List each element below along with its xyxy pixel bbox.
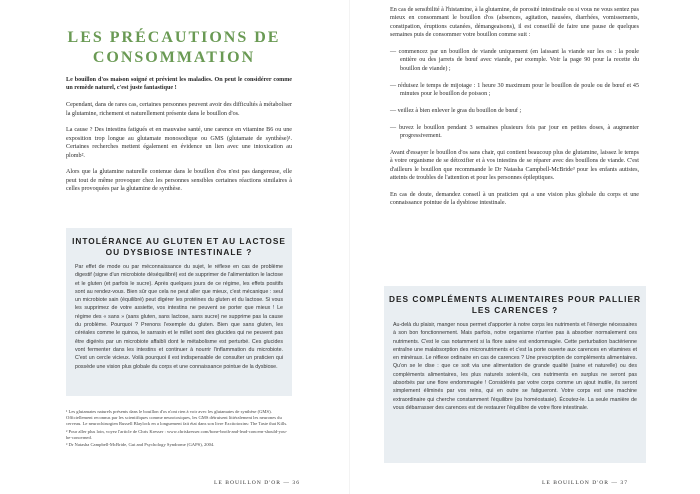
list-item: — commencez par un bouillon de viande uniquement (en laissant la viande sur les os : la poule entière ou des jarrets de bœuf avec viande, par exemple. Voir la page 90 pour la recette du bouillon de viande) ; — [390, 49, 639, 72]
sidebar-box-title: INTOLÉRANCE AU GLUTEN ET AU LACTOSE OU DYSBIOSE INTESTINALE ? — [72, 236, 286, 257]
paragraph: Cependant, dans de rares cas, certaines personnes peuvent avoir des difficultés à métaboliser la glutamine, richement et naturellement présente dans le bouillon d'os. — [66, 102, 292, 117]
footnote: ¹ Les glutamates naturels présents dans le bouillon d'os n'ont rien à voir avec les glutamates de synthèse (GMS). Officiellement reconnus par les scientifiques comme neurotoxiques, les GMS détruisent littéralement les neurones du cerveau. Le neurochirurgien Russell Blaylock en a longuement fait état dans son livre Excitotoxins: The Taste that Kills. — [66, 409, 288, 427]
right-body-text — [390, 6, 639, 216]
paragraph: En cas de doute, demandez conseil à un praticien qui a une vision plus globale du corps et une connaissance pointue de la dysbiose intestinale. — [390, 191, 639, 207]
paragraph: Alors que la glutamine naturelle contenue dans le bouillon d'os n'est pas dangereuse, elle peut tout de même provoquer chez les personnes sensibles certaines réactions similaires à celles provoquées par la glutamine de synthèse. — [66, 169, 292, 193]
footnote: ³ Dr Natasha Campbell-McBride, Gut and Psychology Syndrome (GAPS), 2004. — [66, 442, 215, 448]
sidebar-box-title: DES COMPLÉMENTS ALIMENTAIRES POUR PALLIER LES CARENCES ? — [389, 294, 641, 315]
sidebar-box-supplements — [384, 286, 646, 463]
lead-paragraph: Le bouillon d'os maison soigné et prévient les maladies. On peut le considérer comme un remède naturel, c'est juste fantastique ! — [66, 77, 292, 92]
paragraph: En cas de sensibilité à l'histamine, à la glutamine, de porosité intestinale ou si vous ne vous sentez pas mieux en consommant le bouillon d'os (absences, agitation, nausées, diarrhées, vomissements, constipation, éruptions cutanées, démangeaisons), il est conseillé de faire une pause de quelques semaines puis de consommer votre bouillon comme suit : — [390, 7, 639, 39]
paragraph: La cause ? Des intestins fatigués et en mauvaise santé, une carence en vitamine B6 ou une exposition trop longue au glutamate monosodique ou GMS (glutamate de synthèse)¹. Certaines recherches mettent également en évidence un lien avec une intoxication au plomb². — [66, 127, 292, 159]
sidebar-box-gluten — [66, 228, 292, 396]
page-folio: LE BOUILLON D'OR — 36 — [214, 480, 301, 486]
footnote: ² Pour aller plus loin, voyez l'article de Chris Kresser : www.chriskresser.com/bone-broth-and-lead-concern-should-you-be-concerned. — [66, 428, 288, 440]
chapter-title-line1: LES PRÉCAUTIONS DE — [67, 29, 281, 46]
paragraph: Avant d'essayer le bouillon d'os sans chair, qui contient beaucoup plus de glutamine, laissez le temps à votre organisme de se détoxifier et à vos intestins de se réparer avec des bouillons de viande. C'est d'ailleurs le bouillon que recommande le Dr Natasha Campbell-McBride³ pour les enfants autistes, atteints de troubles de l'attention et pour les personnes épileptiques. — [390, 149, 639, 182]
left-body-text — [66, 76, 292, 202]
right-page — [350, 0, 700, 494]
chapter-title — [64, 28, 284, 68]
page-folio: LE BOUILLON D'OR — 37 — [542, 480, 629, 486]
list-item: — réduisez le temps de mijotage : 1 heure 30 maximum pour le bouillon de poule ou de bœuf et 45 minutes pour le bouillon de poisson ; — [390, 82, 639, 98]
footnotes — [66, 409, 292, 449]
sidebar-box-body: Au-delà du plaisir, manger nous permet d'apporter à notre corps les nutriments et l'énergie nécessaires à son bon fonctionnement. Mais parfois, notre organisme n'arrive pas à absorber normalement ces nutriments. C'est le cas notamment si la flore saine est endommagée. Cette perturbation bactérienne entraîne une malabsorption des micronutriments et c'est la porte ouverte aux carences en vitamines et en minéraux. Le réflexe ordinaire en cas de carences ? Une prescription de compléments alimentaires. Qu'on se le dise : que ce soit via une alimentation de grande qualité (saine et naturelle) ou des compléments alimentaires, les plus naturels soient-ils, ces nutriments en surplus ne seront pas absorbés par une flore endommagée ! Considérés par votre corps comme un ajout inutile, ils seront simplement éliminés par vos reins, qui en outre se fatigueront. Votre corps est une machine extraordinaire qui cherche constamment l'équilibre (ou homéostasie). Écoutez-le. La seule manière de vous débarrasser des carences est de restaurer l'équilibre de votre flore intestinale. — [393, 322, 637, 411]
chapter-title-line2: CONSOMMATION — [92, 49, 256, 66]
list-item: — buvez le bouillon pendant 3 semaines plusieurs fois par jour en petites doses, à augmenter progressivement. — [390, 124, 639, 140]
sidebar-box-body: Par effet de mode ou par méconnaissance du sujet, le réflexe en cas de problème digestif (signe d'un microbiote déséquilibré) est de supprimer de l'alimentation le lactose et le gluten (et parfois le sucre). Après quelques jours de ce régime, les effets positifs sont au rendez-vous. Bien sûr que cela ne peut aller que mieux, c'est mécanique : seul un microbiote sain (équilibré) peut digérer les protéines du gluten et du lactose. Si vous les supprimez de votre assiette, vos intestins ne peuvent se porter que mieux ! Le régime des « sans » (sans gluten, sans lactose, sans sucre) ne supprime pas la cause du problème. Pourquoi ? Prenons l'exemple du gluten. Bien que sans gluten, les céréales comme le quinoa, le sarrasin et le millet sont des glucides qui ne peuvent pas être digérés par un microbiote affaibli dont le métabolisme est perturbé. Ces glucides vont fermenter dans les intestins et continuer à nourrir l'inflammation du microbiote. C'est un cercle vicieux. Voilà pourquoi il est indispensable de consulter un praticien qui possède une vision plus globale du corps et une connaissance pointue de la dysbiose. — [75, 264, 283, 370]
list-item: — veillez à bien enlever le gras du bouillon de bœuf ; — [390, 107, 522, 114]
